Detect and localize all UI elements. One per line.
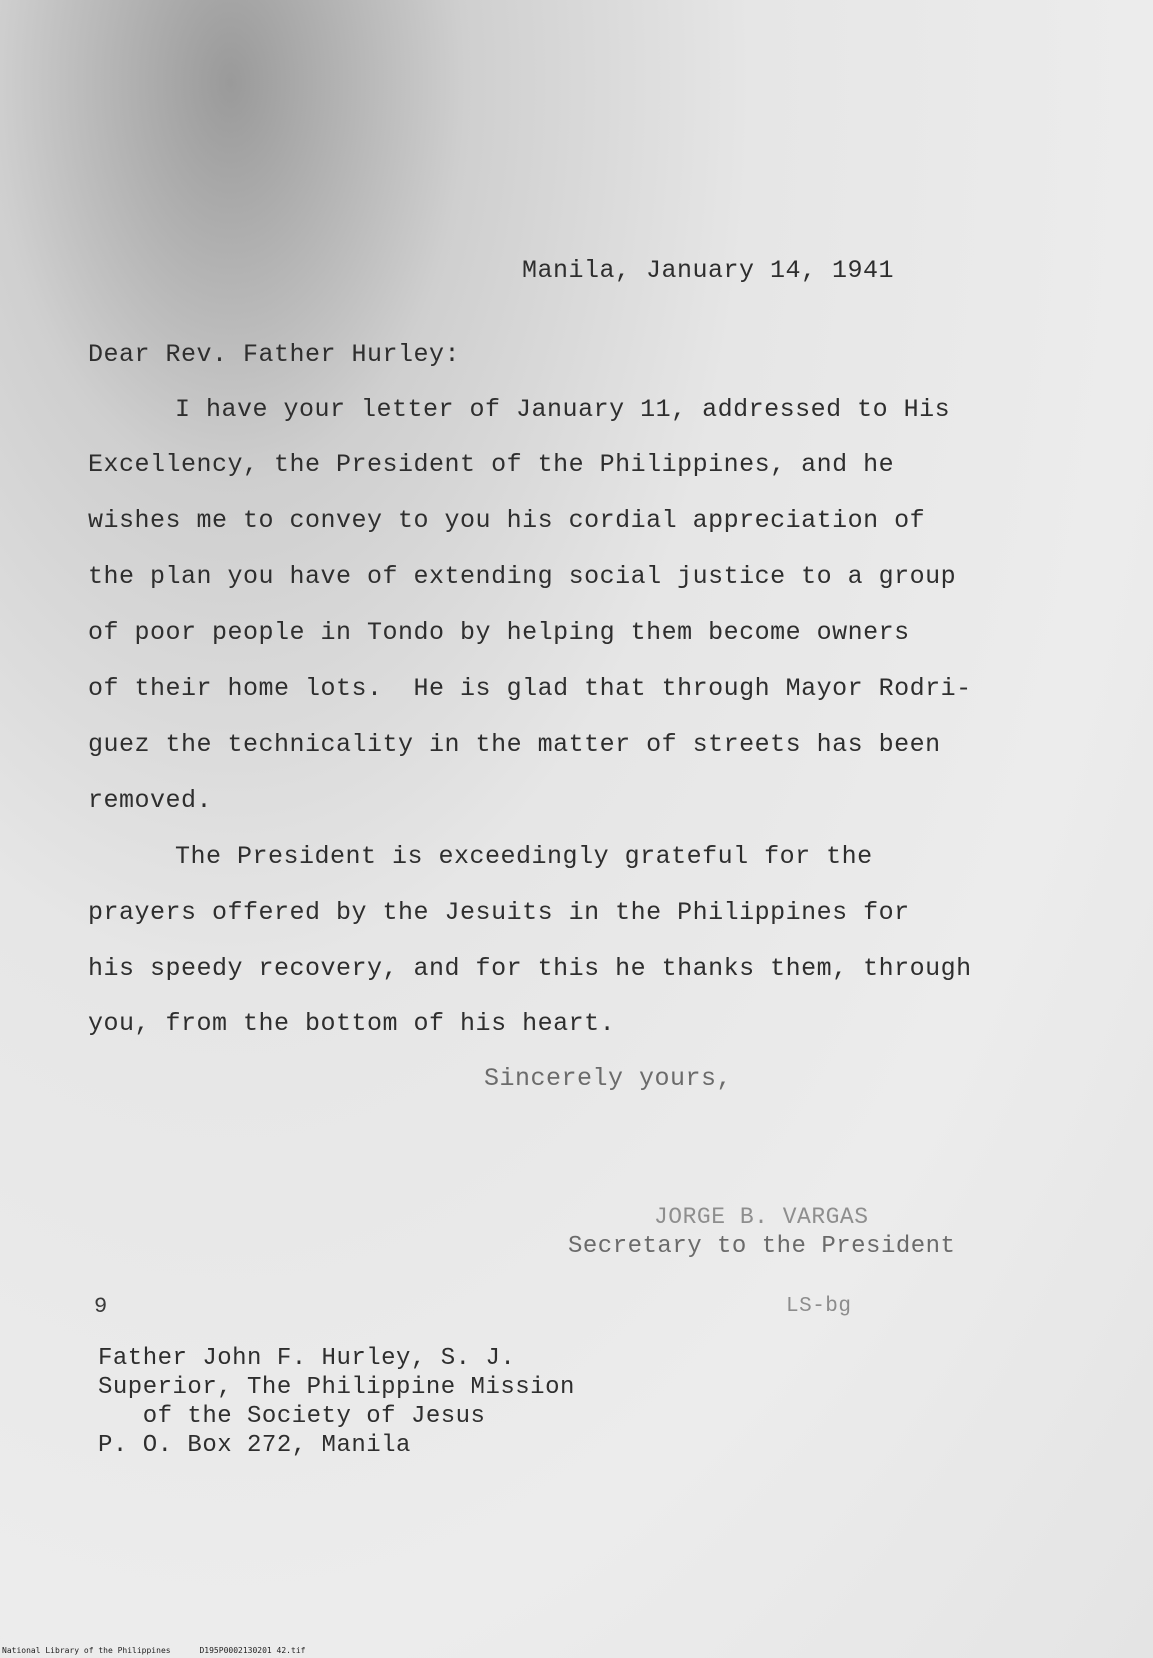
paragraph-1-line: of their home lots. He is glad that through Mayor Rodri- — [88, 674, 972, 703]
address-line: Superior, The Philippine Mission — [98, 1374, 575, 1401]
enclosure-mark: 9 — [94, 1294, 108, 1319]
address-line: of the Society of Jesus — [98, 1403, 486, 1430]
paragraph-1-line: guez the technicality in the matter of streets has been — [88, 730, 941, 759]
paragraph-1-line: Excellency, the President of the Philippines, and he — [88, 450, 895, 479]
address-line: Father John F. Hurley, S. J. — [98, 1345, 516, 1372]
signature-name: JORGE B. VARGAS — [654, 1204, 869, 1230]
signature-title: Secretary to the President — [568, 1233, 956, 1260]
address-line: P. O. Box 272, Manila — [98, 1432, 411, 1459]
closing: Sincerely yours, — [484, 1064, 733, 1093]
typist-initials: LS-bg — [786, 1295, 852, 1318]
paragraph-2-line: The President is exceedingly grateful for the — [175, 842, 873, 871]
paragraph-1-line: removed. — [88, 786, 213, 815]
paragraph-1-line: the plan you have of extending social justice to a group — [88, 562, 957, 591]
paragraph-2-line: you, from the bottom of his heart. — [88, 1009, 616, 1038]
paragraph-2-line: prayers offered by the Jesuits in the Philippines for — [88, 898, 910, 927]
letter-date: Manila, January 14, 1941 — [522, 256, 895, 285]
paragraph-1-line: of poor people in Tondo by helping them become owners — [88, 618, 910, 647]
archive-name: National Library of the Philippines — [2, 1646, 171, 1655]
file-id: D195P0002130201 42.tif — [199, 1646, 306, 1655]
salutation: Dear Rev. Father Hurley: — [88, 340, 461, 369]
paragraph-1-line: wishes me to convey to you his cordial appreciation of — [88, 506, 926, 535]
paragraph-2-line: his speedy recovery, and for this he thanks them, through — [88, 954, 972, 983]
paragraph-1-line: I have your letter of January 11, addressed to His — [175, 395, 951, 424]
archive-footer — [2, 1646, 305, 1656]
